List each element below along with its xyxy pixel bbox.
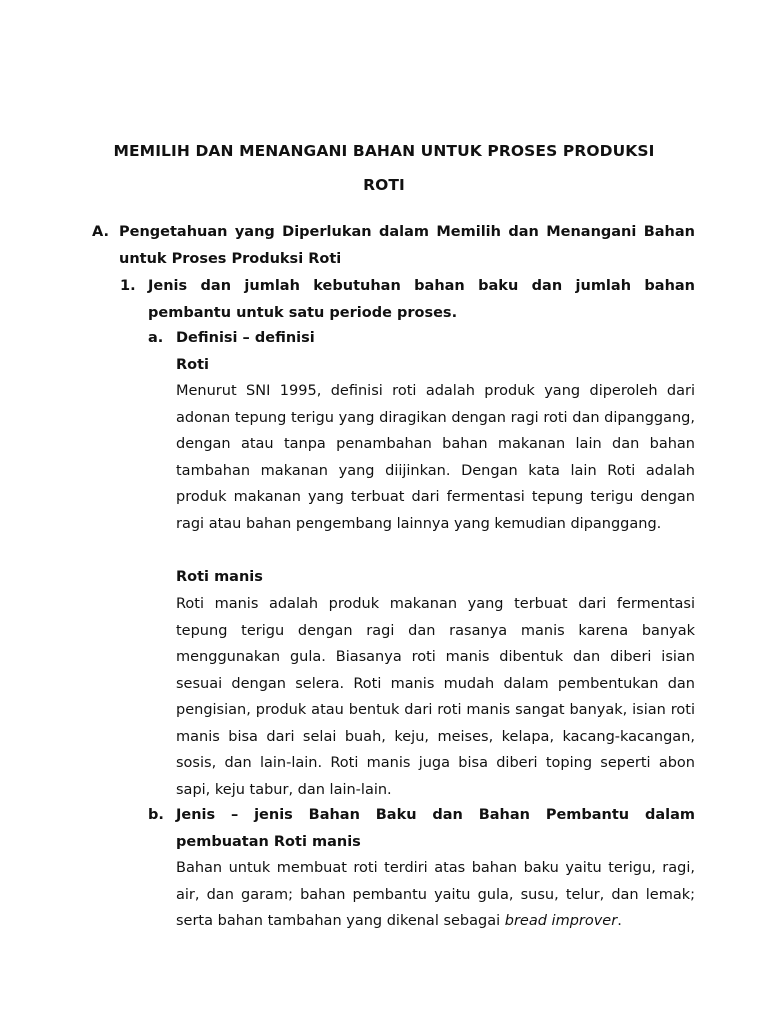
roti-manis-paragraph: Roti manis adalah produk makanan yang terbuat dari fermentasi tepung terigu dengan ragi dan rasanya manis karena banyak menggunakan gula. Biasanya roti manis dibentuk dan diberi isian sesuai dengan selera. Roti manis mudah dalam pembentukan dan pengisian, produk atau bentuk dari roti manis sangat banyak, isian roti manis bisa dari selai buah, keju, meises, kelapa, kacang-kacangan, sosis, dan lain-lain. Roti manis juga bisa diberi toping seperti abon sapi, keju tabur, dan lain-lain. (176, 596, 695, 798)
bread-improver-term: bread improver (504, 913, 618, 929)
section-a-marker: A. (92, 224, 109, 240)
item-b-heading: Jenis – jenis Bahan Baku dan Bahan Pembantu dalam pembuatan Roti manis (176, 807, 695, 850)
item-b-paragraph (176, 855, 695, 935)
item-b-paragraph-text: Bahan untuk membuat roti terdiri atas bahan baku yaitu terigu, ragi, air, dan garam; bahan pembantu yaitu gula, susu, telur, dan lemak; serta bahan tambahan yang dikenal sebagai (176, 860, 695, 929)
document-title (60, 134, 708, 202)
section-a-heading: Pengetahuan yang Diperlukan dalam Memilih dan Menangani Bahan untuk Proses Produksi Roti (119, 224, 695, 267)
item-b-paragraph-end: . (617, 913, 622, 929)
item-a-marker: a. (148, 330, 164, 346)
roti-paragraph: Menurut SNI 1995, definisi roti adalah produk yang diperoleh dari adonan tepung terigu yang diragikan dengan ragi roti dan dipanggang, dengan atau tanpa penambahan bahan makanan lain dan bahan tambahan makanan yang diijinkan. Dengan kata lain Roti adalah produk makanan yang terbuat dari fermentasi tepung terigu dengan ragi atau bahan pengembang lainnya yang kemudian dipanggang. (176, 383, 695, 532)
item-1-marker: 1. (120, 278, 136, 294)
roti-heading: Roti (176, 357, 210, 373)
item-a-heading: Definisi – definisi (176, 330, 315, 346)
item-b-marker: b. (148, 807, 164, 823)
title-line-2: ROTI (363, 176, 405, 194)
roti-manis-heading: Roti manis (176, 569, 263, 585)
title-line-1: MEMILIH DAN MENANGANI BAHAN UNTUK PROSES PRODUKSI (113, 142, 655, 160)
item-1-heading: Jenis dan jumlah kebutuhan bahan baku dan jumlah bahan pembantu untuk satu periode proses. (148, 278, 695, 321)
